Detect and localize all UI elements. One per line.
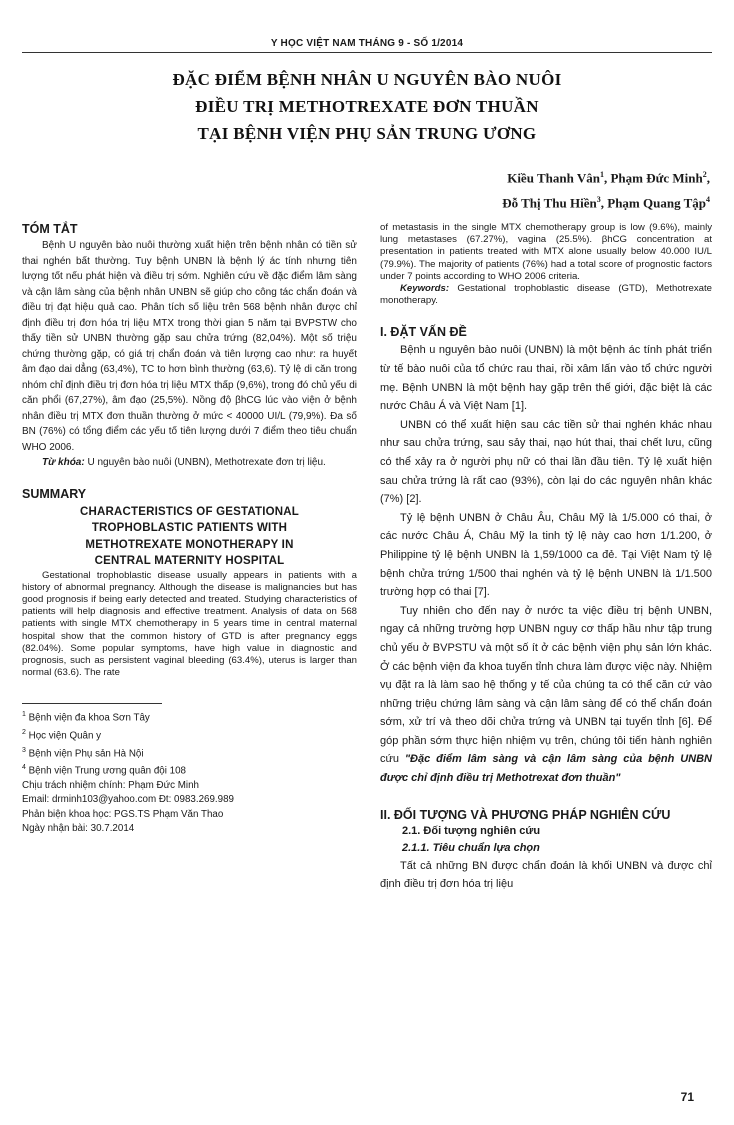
- keywords-label: Từ khóa:: [42, 457, 85, 468]
- keywords-label: Keywords:: [400, 283, 450, 295]
- summary-title: [22, 504, 357, 570]
- paragraph-text: Tuy nhiên cho đến nay ở nước ta việc điều trị bệnh UNBN, ngay cả những trường hợp UNBN nguy cơ thấp hầu như tập trung chủ yếu ở BVPSTU và một số ít ở các bệnh viện phụ sản lớn khác. Ở các bệnh viện đa khoa tuyến tỉnh chưa làm được việc này. Nhiệm vụ đặt ra là làm sao hệ thống y tế của chúng ta có thể căn cứ vào những triệu chứng lâm sàng và cận lâm sàng để có thể chẩn đoán sớm, xử trí và theo dõi chửa trứng và UNBN tại tuyến tỉnh [6]. Để góp phần sớm thực hiện nhiệm vụ trên, chúng tôi tiến hành nghiên cứu: [380, 604, 713, 766]
- author-affiliation-mark: 4: [706, 195, 710, 205]
- summary-keywords: [380, 283, 712, 307]
- author-affiliation-mark: 1: [599, 170, 604, 179]
- author-name: Phạm Đức Minh: [610, 170, 703, 186]
- footnote-3: [22, 744, 357, 762]
- summary-body: Gestational trophoblastic disease usually appears in patients with a history of abnormal pregnancy. Although the disease is malignancies but has good prognosis if being early detected and treated. Studying characteristics of patients will help diagnosis and effective treatment. Analysis of data on 568 patients with single MTX chemotherapy in 5 years time in central maternal hospital show that the common history of GTD is after pregnancy eggs (82.04%). Some popular symptoms, have high value in diagnostic and prognosis, such as persistent vaginal bleeding (63.4%), uterus is larger than normal (63.6). The rate: [22, 569, 357, 679]
- author-name: Đỗ Thị Thu Hiền: [502, 195, 597, 211]
- summary-title-line-1: CHARACTERISTICS OF GESTATIONAL: [80, 505, 299, 518]
- reviewer: Phản biện khoa học: PGS.TS Phạm Văn Thao: [22, 808, 224, 820]
- keywords-text: U nguyên bào nuôi (UNBN), Methotrexate đơn trị liệu.: [84, 457, 326, 468]
- section-2-heading: II. ĐỐI TƯỢNG VÀ PHƯƠNG PHÁP NGHIÊN CỨU: [380, 807, 671, 822]
- subsection-2-1-1-heading: 2.1.1. Tiêu chuẩn lựa chọn: [402, 841, 540, 854]
- author-affiliation-mark: 3: [596, 195, 601, 205]
- footnote-1: [22, 708, 357, 726]
- author-affiliation-mark: 2: [702, 170, 707, 179]
- page-number: 71: [680, 1090, 694, 1104]
- summary-title-line-4: CENTRAL MATERNITY HOSPITAL: [94, 555, 285, 567]
- footnote-4: [22, 761, 357, 779]
- footnote-text: Học viện Quân y: [28, 730, 102, 742]
- author-name: Phạm Quang Tập: [607, 195, 706, 211]
- abstract-keywords: [22, 455, 357, 471]
- section-1-paragraph-2: UNBN có thể xuất hiện sau các tiền sử thai nghén khác nhau như sau chửa trứng, sau sảy thai, nạo hút thai, thai chết lưu, cũng có thể xảy ra ở người phụ nữ có thai lần đầu tiên. Tỷ lệ xuất hiện sau chửa trứng là rất cao (93%), còn lại do các nguyên nhân khác (7%) [2].: [380, 418, 712, 506]
- article-title: [60, 66, 674, 147]
- section-1-heading: I. ĐẶT VẤN ĐỀ: [380, 325, 467, 340]
- author-line-1: Kiều Thanh Vân$^1$, Phạm Đức Minh$^2$,: [507, 170, 710, 186]
- footnote-text: Bệnh viện Trung ương quân đội 108: [28, 765, 186, 777]
- header-rule: [22, 52, 712, 53]
- footnote-text: Bệnh viện Phụ sản Hà Nội: [28, 747, 144, 759]
- summary-title-line-3: METHOTREXATE MONOTHERAPY IN: [85, 538, 294, 551]
- responsible-author: Chịu trách nhiệm chính: Phạm Đức Minh: [22, 780, 199, 792]
- title-line-2: ĐIỀU TRỊ METHOTREXATE ĐƠN THUẦN: [195, 97, 539, 116]
- summary-body-continued: of metastasis in the single MTX chemotherapy group is low (9.6%), mainly lung metastases (67.27%), vagina (25.5%). βhCG concentration at presentation in patients treated with MTX alone usually below 40.000 IU/L (79.9%). The majority of patients (76%) had a total score of prognostic factors under 7 points according to WHO 2006 criteria.: [380, 222, 712, 282]
- right-column: [380, 222, 712, 894]
- footnotes: [22, 708, 357, 836]
- footnote-mark: 1: [22, 711, 26, 719]
- footnote-mark: 4: [22, 764, 26, 772]
- abstract-heading: TÓM TẮT: [22, 222, 78, 236]
- contact-info: Email: drminh103@yahoo.com Đt: 0983.269.989: [22, 794, 234, 806]
- author-line-2: Đỗ Thị Thu Hiền$^3$, Phạm Quang Tập$^4$: [502, 195, 710, 211]
- footnote-mark: 3: [22, 746, 26, 754]
- section-1-paragraph-4: [380, 602, 712, 788]
- title-line-1: ĐẶC ĐIỂM BỆNH NHÂN U NGUYÊN BÀO NUÔI: [172, 70, 562, 89]
- study-title-quote: "Đặc điểm lâm sàng và cận lâm sàng của bệnh UNBN được chỉ định điều trị Methotrexat đơn thuần": [380, 753, 712, 785]
- section-2-paragraph-1: Tất cả những BN được chẩn đoán là khối UNBN và được chỉ định điều trị đơn hóa trị liệu: [380, 859, 712, 891]
- summary-title-line-2: TROPHOBLASTIC PATIENTS WITH: [91, 522, 288, 534]
- subsection-2-1-heading: 2.1. Đối tượng nghiên cứu: [402, 824, 541, 837]
- footnote-mark: 2: [22, 729, 26, 736]
- title-line-3: TẠI BỆNH VIỆN PHỤ SẢN TRUNG ƯƠNG: [197, 124, 537, 143]
- footnote-rule: [22, 703, 162, 704]
- abstract-body: Bệnh U nguyên bào nuôi thường xuất hiện trên bệnh nhân có tiền sử thai nghén bất thường. Tuy bệnh UNBN là bệnh lý ác tính nhưng tiên lượng tốt nếu phát hiện và điều trị sớm. Nghiên cứu về đặc điểm lâm sàng và cận lâm sàng của bệnh nhân UNBN sẽ giúp cho công tác chẩn đoán và điều trị đạt hiệu quả cao. Phân tích số liệu trên 568 bệnh nhân được chỉ định điều trị đơn hóa trị liệu MTX trong thời gian 5 năm tại BVPSTW cho thấy tiền sử UNBN thường gặp sau chửa trứng (82,04%). Một số triệu chứng thường gặp, có giá trị chẩn đoán và tiên lượng cao như: ra huyết âm đạo dai dẳng (63,4%), TC to hơn bình thường (63,6). Tỷ lệ di căn trong nhóm chỉ định điều trị đơn hóa trị liệu MTX thấp (9,6%), trong đó chủ yếu di căn phổi (67,27%), âm đạo (25,5%). Nồng độ βhCG lúc vào viện ở bệnh nhân điều trị MTX đơn thuần thường ở mức < 40000 UI/L (79,9%). Đa số BN (76%) có tổng điểm các yếu tố tiên lượng dưới 7 điểm theo tiêu chuẩn WHO 2006.: [22, 240, 357, 453]
- left-column: [22, 222, 357, 837]
- summary-heading: SUMMARY: [22, 486, 87, 501]
- journal-header: Y HỌC VIỆT NAM THÁNG 9 - SỐ 1/2014: [270, 38, 464, 49]
- section-1-paragraph-1: Bệnh u nguyên bào nuôi (UNBN) là một bệnh ác tính phát triển từ tế bào nuôi của tổ chức rau thai, rồi xâm lấn vào tổ chức người mẹ. Bệnh UNBN là một bệnh hay gặp trên thế giới, đặc biệt là các nước Châu Á và Việt Nam [1].: [380, 344, 712, 413]
- footnote-text: Bệnh viện đa khoa Sơn Tây: [28, 712, 150, 724]
- footnote-2: [22, 726, 357, 744]
- section-1-paragraph-3: Tỷ lệ bệnh UNBN ở Châu Âu, Châu Mỹ là 1/5.000 có thai, ở các nước Châu Á, Châu Mỹ la tinh tỷ lệ này cao hơn 1/1.200, ở Philippine tỷ lệ bệnh UNBN là 1,59/1000 ca đẻ. Tại Việt Nam tỷ lệ bệnh chửa trứng 1/500 thai nghén và tỷ lệ bệnh UNBN là 1/1.500 trường hợp có thai [7].: [380, 511, 712, 599]
- received-date: Ngày nhận bài: 30.7.2014: [22, 823, 135, 835]
- author-list: [350, 164, 710, 215]
- author-name: Kiều Thanh Vân: [507, 170, 600, 186]
- keywords-text: Gestational trophoblastic disease (GTD), Methotrexate monotherapy.: [380, 283, 712, 307]
